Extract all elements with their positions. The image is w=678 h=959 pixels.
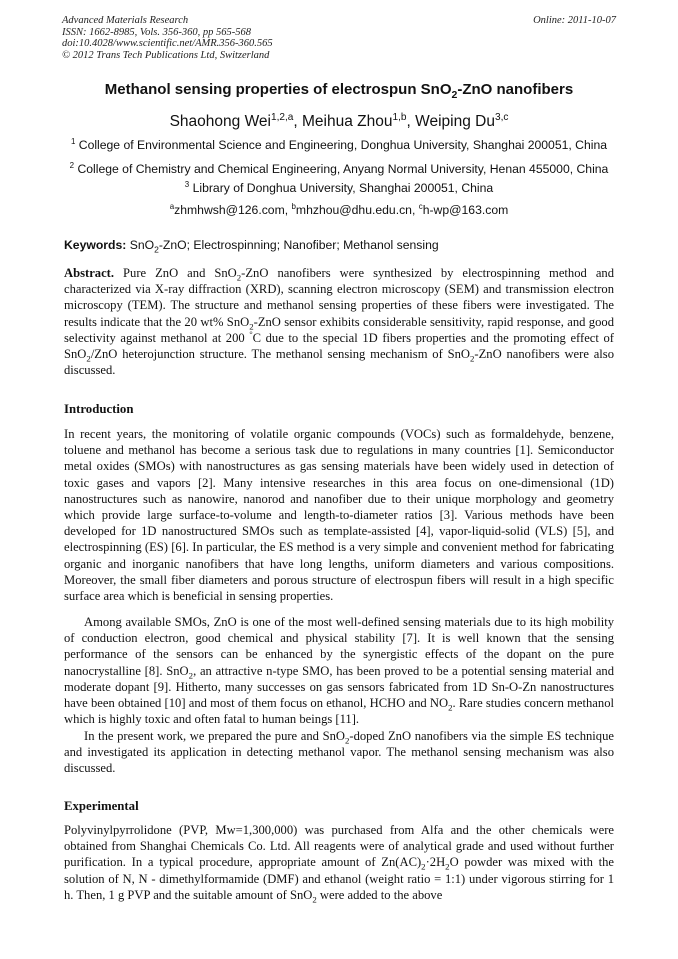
issn-line: ISSN: 1662-8985, Vols. 356-360, pp 565-568 (62, 26, 251, 38)
author-name: Weiping Du (415, 113, 495, 130)
affiliation-2: $^2$ College of Chemistry and Chemical Engineering, Anyang Normal University, Henan 455000, China (69, 160, 609, 176)
keywords-label: Keywords: (64, 238, 127, 252)
author-emails: $^a$zhmhwsh@126.com, $^b$mhzhou@dhu.edu.cn, $^c$h-wp@163.com (169, 201, 509, 217)
introduction-paragraph-3: In the present work, we prepared the pure and SnO$_2$-doped ZnO nanofibers via the simple ES technique and investigated its application in detecting methanol vapor. The methanol sensing mechanism was also discussed. (64, 729, 614, 776)
experimental-paragraph: Polyvinylpyrrolidone (PVP, Mw=1,300,000) was purchased from Alfa and the other chemicals were obtained from Shanghai Chemicals Co. Ltd. All reagents were of analytical grade and used without further purification. In a typical procedure, appropriate amount of $Zn(AC)_2\cdot 2H_2O$ powder was mixed with the solution of N, N - dimethylformamide (DMF) and ethanol (weight ratio = 1:1) under vigorous stirring for 1 h. Then, 1 g PVP and the suitable amount of SnO$_2$ were added to the above (64, 823, 614, 905)
email-link[interactable]: mhzhou@dhu.edu.cn, (295, 203, 419, 217)
section-heading-introduction: Introduction (64, 402, 134, 416)
author-name: Shaohong Wei (169, 113, 271, 130)
journal-name: Advanced Materials Research (62, 15, 189, 26)
section-heading-experimental: Experimental (64, 799, 139, 813)
paper-title: Methanol sensing properties of electrospun SnO$_2$-ZnO nanofibers (104, 81, 574, 101)
copyright-line: © 2012 Trans Tech Publications Ltd, Switzerland (62, 49, 270, 61)
affiliation-3: $^3$ Library of Donghua University, Shanghai 200051, China (184, 179, 494, 195)
affiliation-1: $^1$ College of Environmental Science and Engineering, Donghua University, Shanghai 200051, China (70, 136, 608, 152)
introduction-paragraph-2: Among available SMOs, ZnO is one of the most well-defined sensing materials due to its high mobility of conduction electron, good chemical and physical stability [7]. It is well known that the sensing performance of the sensors can be enhanced by the synergistic effects of the dopant on the pure nanocrystalline [8]. SnO$_2$, an attractive n-type SMO, has been proved to be a potential sensing material and moderate dopant [9]. Hitherto, many successes on gas sensors fabricated from 1D Sn-O-Zn nanostructures have been obtained [10] and most of them focus on ethanol, HCHO and $NO_2$. Rare studies concern methanol which is highly toxic and often fatal to human beings [11]. (64, 615, 615, 727)
introduction-paragraph-1: In recent years, the monitoring of volatile organic compounds (VOCs) such as formaldehyde, benzene, toluene and methanol has become a serious task due to regulations in many countries [1]. Semiconductor metal oxides (SMOs) with nanostructures as gas sensing materials have been widely used in detection of toxic gases and vapors [2]. Many intensive researches in this area focus on one-dimensional (1D) nanostructures such as nanowire, nanorod and nanofiber due to their unique morphology and geometry which provide large surface-to-volume and length-to-diameter ratios [3]. Various methods have been developed for 1D nanostructured SMOs such as template-assisted [4], vapor-liquid-solid (VLS) [5], and electrospinning (ES) [6]. In particular, the ES method is a very simple and convenient method for fabricating organic and inorganic nanofibers that have long lengths, uniform diameters and various compositions. Moreover, the small fiber diameters and porous structure of electrospun fibers will result in a high specific surface area which is beneficial in sensing properties. (64, 427, 614, 604)
keywords-line: Keywords: SnO$_2$-ZnO; Electrospinning; Nanofiber; Methanol sensing (64, 238, 439, 255)
email-link[interactable]: h-wp@163.com (422, 203, 509, 217)
author-name: Meihua Zhou (302, 113, 393, 130)
abstract-paragraph: Abstract. Pure ZnO and SnO$_2$-ZnO nanofibers were synthesized by electrospinning method and characterized via X-ray diffraction (XRD), scanning electron microscopy (SEM) and transmission electron microscopy (TEM). The structure and methanol sensing properties of these fibers were investigated. The results indicate that the 20 wt% SnO$_2$-ZnO sensor exhibits considerable sensitivity, rapid response, and good selectivity against methanol at 200 °C due to the special 1D fibers properties and the promoting effect of SnO$_2$/ZnO heterojunction structure. The methanol sensing mechanism of SnO$_2$-ZnO nanofibers were also discussed. (64, 266, 615, 378)
email-link[interactable]: zhmhwsh@126.com, (174, 203, 292, 217)
doi-link[interactable]: doi:10.4028/www.scientific.net/AMR.356-360.565 (62, 38, 273, 49)
author-list: Shaohong Wei$^{1,2,a}$, Meihua Zhou$^{1,b}$, Weiping Du$^{3,c}$ (169, 111, 509, 130)
abstract-label: Abstract. (64, 266, 115, 280)
online-date: Online: 2011-10-07 (533, 15, 616, 26)
journal-metadata (62, 15, 273, 61)
